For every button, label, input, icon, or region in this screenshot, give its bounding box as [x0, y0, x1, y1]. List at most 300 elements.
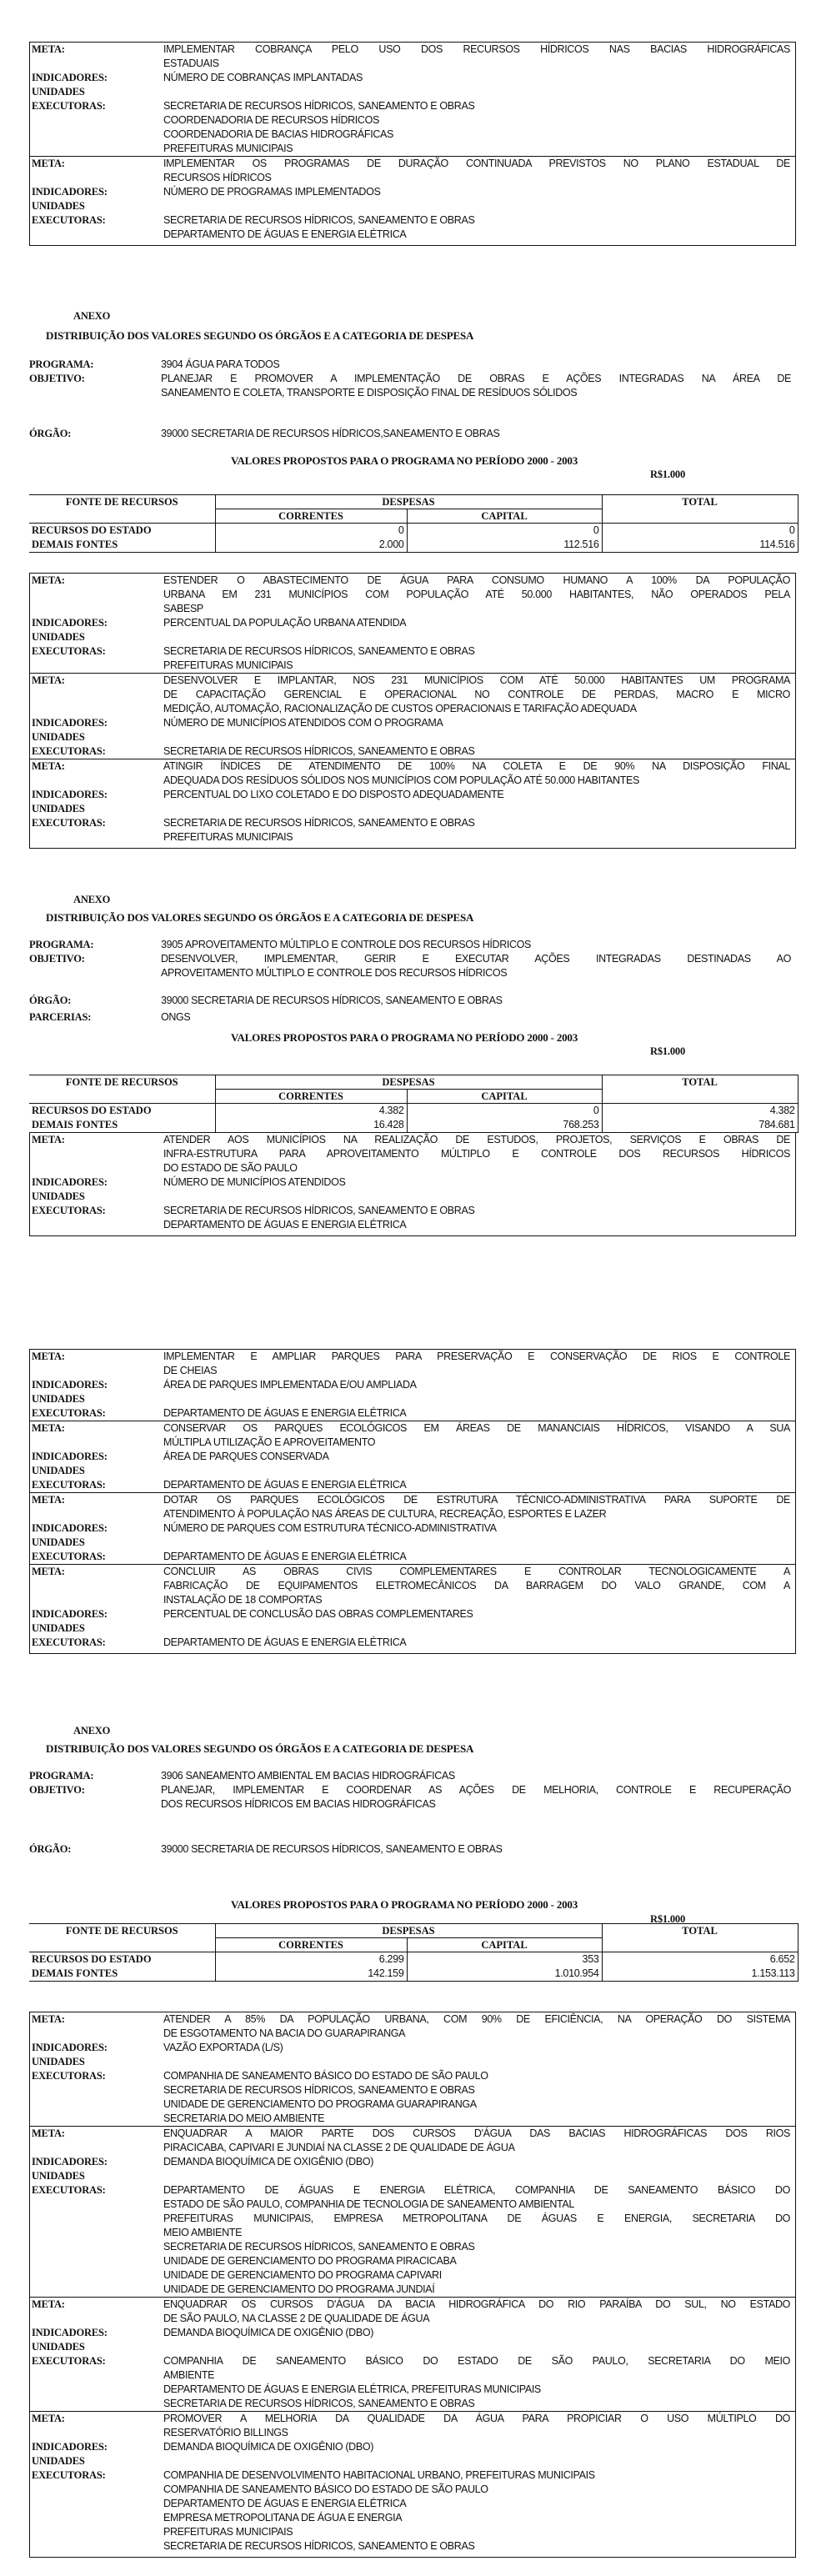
indicadores-label: INDICADORES: — [32, 1176, 108, 1188]
header-capital: CAPITAL — [407, 509, 602, 524]
executoras-label: EXECUTORAS: — [32, 100, 106, 112]
header-total: TOTAL — [602, 495, 798, 524]
field-value: COORDENADORIA DE RECURSOS HÍDRICOS — [163, 114, 379, 126]
meta-row — [30, 2141, 795, 2155]
programa-value: 3906 SANEAMENTO AMBIENTAL EM BACIAS HIDROGRÁFICAS — [161, 1770, 455, 1782]
meta-row — [30, 1636, 795, 1650]
programa-value: 3904 ÁGUA PARA TODOS — [161, 358, 280, 370]
meta-entry — [30, 2012, 795, 2126]
executoras-label — [30, 2083, 163, 2097]
meta-row — [30, 2412, 795, 2426]
meta-row — [30, 1493, 795, 1507]
meta-row — [30, 71, 795, 85]
meta-row — [30, 185, 795, 199]
executoras-label: EXECUTORAS: — [32, 1636, 106, 1648]
field-value: DEPARTAMENTO DE ÁGUAS E ENERGIA ELÉTRICA — [163, 1636, 407, 1648]
capital-value: 353 — [407, 1952, 602, 1967]
meta-label — [30, 602, 163, 616]
capital-value: 0 — [407, 1104, 602, 1119]
meta-row — [30, 2468, 795, 2483]
field-value — [163, 85, 795, 99]
unidades-label: UNIDADES — [32, 1393, 85, 1405]
unidades-label: UNIDADES — [32, 2056, 85, 2067]
meta-label: META: — [32, 1351, 65, 1362]
executoras-label — [30, 2511, 163, 2525]
meta-row — [30, 2226, 795, 2240]
meta-label — [30, 1364, 163, 1378]
field-value: URBANA EM 231 MUNICÍPIOS COM POPULAÇÃO ATÉ 50.000 HABITANTES, NÃO OPERADOS PELA — [163, 589, 790, 600]
meta-label — [30, 588, 163, 602]
field-value: DEPARTAMENTO DE ÁGUAS E ENERGIA ELÉTRICA — [163, 1551, 407, 1562]
meta-row — [30, 1421, 795, 1436]
field-value: ÁREA DE PARQUES IMPLEMENTADA E/OU AMPLIADA — [163, 1379, 417, 1391]
header-fonte: FONTE DE RECURSOS — [29, 495, 215, 524]
meta-row — [30, 574, 795, 588]
total-value: 784.681 — [602, 1118, 798, 1133]
objetivo-value: PLANEJAR, IMPLEMENTAR E COORDENAR AS AÇÕES DE MELHORIA, CONTROLE E RECUPERAÇÃO — [161, 1784, 791, 1796]
meta-row — [30, 602, 795, 616]
meta-row — [30, 85, 795, 99]
correntes-value: 4.382 — [215, 1104, 407, 1119]
field-value: NÚMERO DE MUNICÍPIOS ATENDIDOS — [163, 1176, 346, 1188]
executoras-label: EXECUTORAS: — [32, 1205, 106, 1216]
executoras-label — [30, 2397, 163, 2411]
header-capital: CAPITAL — [407, 1938, 602, 1952]
objetivo-label: OBJETIVO: — [29, 1784, 85, 1796]
header-correntes: CORRENTES — [215, 1938, 407, 1952]
correntes-value: 6.299 — [215, 1952, 407, 1967]
field-value: SECRETARIA DE RECURSOS HÍDRICOS, SANEAMENTO E OBRAS — [163, 645, 475, 657]
field-value: ATENDIMENTO À POPULAÇÃO NAS ÁREAS DE CULTURA, RECREAÇÃO, ESPORTES E LAZER — [163, 1508, 607, 1520]
field-value — [163, 630, 795, 644]
field-value: IMPLEMENTAR COBRANÇA PELO USO DOS RECURSOS HÍDRICOS NAS BACIAS HIDROGRÁFICAS — [163, 43, 790, 55]
indicadores-label: INDICADORES: — [32, 1379, 108, 1391]
meta-label — [30, 774, 163, 788]
meta-row — [30, 171, 795, 185]
meta-row — [30, 1161, 795, 1175]
orgao-value: 39000 SECRETARIA DE RECURSOS HÍDRICOS,SANEAMENTO E OBRAS — [161, 428, 500, 439]
meta-label: META: — [32, 2013, 65, 2025]
objetivo-label: OBJETIVO: — [29, 373, 85, 384]
meta-row — [30, 2397, 795, 2411]
meta-row — [30, 2183, 795, 2198]
orgao — [29, 1842, 796, 1857]
meta-row — [30, 1536, 795, 1550]
programa — [29, 938, 796, 952]
field-value: PERCENTUAL DE CONCLUSÃO DAS OBRAS COMPLEMENTARES — [163, 1608, 473, 1620]
meta-label: META: — [32, 158, 65, 169]
meta-row — [30, 2383, 795, 2397]
meta-row — [30, 1521, 795, 1536]
meta-label — [30, 1161, 163, 1175]
executoras-label — [30, 2525, 163, 2539]
field-value: DEPARTAMENTO DE ÁGUAS E ENERGIA ELÉTRICA — [163, 1219, 407, 1230]
meta-row — [30, 716, 795, 730]
field-value: ESTENDER O ABASTECIMENTO DE ÁGUA PARA CONSUMO HUMANO A 100% DA POPULAÇÃO — [163, 574, 790, 586]
header-correntes: CORRENTES — [215, 509, 407, 524]
field-value — [163, 1464, 795, 1478]
meta-row — [30, 2240, 795, 2254]
table-header-row — [29, 495, 798, 509]
meta-row — [30, 199, 795, 213]
field-value: AMBIENTE — [163, 2369, 215, 2381]
meta-label: META: — [32, 674, 65, 686]
meta-label — [30, 2426, 163, 2440]
field-value: DEMANDA BIOQUÍMICA DE OXIGÊNIO (DBO) — [163, 2327, 374, 2338]
orgao — [29, 427, 796, 441]
field-value: UNIDADE DE GERENCIAMENTO DO PROGRAMA GUARAPIRANGA — [163, 2098, 477, 2110]
field-value: FABRICAÇÃO DE EQUIPAMENTOS ELETROMECÂNICOS DA BARRAGEM DO VALO GRANDE, COM A — [163, 1580, 790, 1591]
meta-row — [30, 2340, 795, 2354]
field-value: CONCLUIR AS OBRAS CIVIS COMPLEMENTARES E CONTROLAR TECNOLOGICAMENTE A — [163, 1566, 790, 1577]
field-value: DE CAPACITAÇÃO GERENCIAL E OPERACIONAL NO CONTROLE DE PERDAS, MACRO E MICRO — [163, 689, 790, 700]
field-value: DEMANDA BIOQUÍMICA DE OXIGÊNIO (DBO) — [163, 2441, 374, 2453]
field-value: ENQUADRAR A MAIOR PARTE DOS CURSOS D'ÁGUA DAS BACIAS HIDROGRÁFICAS DOS RIOS — [163, 2127, 790, 2139]
meta-row — [30, 1147, 795, 1161]
orgao-values — [161, 1842, 796, 1857]
orgao-label: ÓRGÃO: — [29, 1843, 72, 1855]
meta-row — [30, 816, 795, 830]
orgao-values — [161, 994, 796, 1008]
objetivo-value: SANEAMENTO E COLETA, TRANSPORTE E DISPOSIÇÃO FINAL DE RESÍDUOS SÓLIDOS — [161, 387, 578, 398]
capital-value: 1.010.954 — [407, 1967, 602, 1982]
field-value: MEDIÇÃO, AUTOMAÇÃO, RACIONALIZAÇÃO DE CUSTOS OPERACIONAIS E TARIFAÇÃO ADEQUADA — [163, 703, 637, 714]
field-value: PERCENTUAL DA POPULAÇÃO URBANA ATENDIDA — [163, 617, 407, 629]
total-value: 4.382 — [602, 1104, 798, 1119]
header-capital: CAPITAL — [407, 1090, 602, 1104]
field-value: EMPRESA METROPOLITANA DE ÁGUA E ENERGIA — [163, 2512, 403, 2523]
executoras-label — [30, 2254, 163, 2268]
objetivo-value: PLANEJAR E PROMOVER A IMPLEMENTAÇÃO DE OBRAS E AÇÕES INTEGRADAS NA ÁREA DE — [161, 373, 791, 384]
field-value: INFRA-ESTRUTURA PARA APROVEITAMENTO MÚLTIPLO E CONTROLE DOS RECURSOS HÍDRICOS — [163, 1148, 790, 1160]
meta-row — [30, 2112, 795, 2126]
field-value: ESTADUAIS — [163, 58, 219, 69]
field-value: COMPANHIA DE SANEAMENTO BÁSICO DO ESTADO DE SÃO PAULO — [163, 2070, 488, 2082]
parcerias-label: PARCERIAS: — [29, 1011, 92, 1023]
meta-row — [30, 1565, 795, 1579]
field-value: SECRETARIA DE RECURSOS HÍDRICOS, SANEAMENTO E OBRAS — [163, 2398, 475, 2409]
meta-row — [30, 1406, 795, 1421]
executoras-label: EXECUTORAS: — [32, 2184, 106, 2196]
executoras-label: EXECUTORAS: — [32, 1551, 106, 1562]
meta-row — [30, 2511, 795, 2525]
meta-row — [30, 659, 795, 673]
field-value: MÚLTIPLA UTILIZAÇÃO E APROVEITAMENTO — [163, 1436, 376, 1448]
field-value — [163, 2340, 795, 2354]
capital-value: 768.253 — [407, 1118, 602, 1133]
meta-label: META: — [32, 2127, 65, 2139]
indicadores-label: INDICADORES: — [32, 617, 108, 629]
unidades-label: UNIDADES — [32, 200, 85, 212]
meta-row — [30, 142, 795, 156]
total-value: 6.652 — [602, 1952, 798, 1967]
meta-row — [30, 2083, 795, 2097]
programa — [29, 1769, 796, 1783]
meta-entry — [30, 1492, 795, 1564]
financial-table — [29, 1923, 798, 1982]
indicadores-label: INDICADORES: — [32, 717, 108, 729]
header-fonte: FONTE DE RECURSOS — [29, 1924, 215, 1952]
table-row — [29, 1952, 798, 1967]
meta-row — [30, 674, 795, 688]
indicadores-label: INDICADORES: — [32, 1522, 108, 1534]
programa-values — [161, 1769, 796, 1783]
meta-row — [30, 1436, 795, 1450]
correntes-value: 16.428 — [215, 1118, 407, 1133]
meta-row — [30, 1190, 795, 1204]
meta-row — [30, 113, 795, 128]
orgao-value: 39000 SECRETARIA DE RECURSOS HÍDRICOS, SANEAMENTO E OBRAS — [161, 995, 503, 1006]
field-value: UNIDADE DE GERENCIAMENTO DO PROGRAMA JUNDIAÍ — [163, 2283, 435, 2295]
field-value: ATENDER AOS MUNICÍPIOS NA REALIZAÇÃO DE ESTUDOS, PROJETOS, SERVIÇOS E OBRAS DE — [163, 1134, 790, 1145]
currency-unit: R$1.000 — [650, 1913, 686, 1925]
objetivo — [29, 1783, 796, 1812]
field-value: DE SÃO PAULO, NA CLASSE 2 DE QUALIDADE DE ÁGUA — [163, 2313, 430, 2324]
source-name: RECURSOS DO ESTADO — [29, 524, 215, 539]
meta-row — [30, 228, 795, 242]
unidades-label: UNIDADES — [32, 1465, 85, 1476]
field-value: ÁREA DE PARQUES CONSERVADA — [163, 1451, 329, 1462]
field-value: NÚMERO DE PARQUES COM ESTRUTURA TÉCNICO-ADMINISTRATIVA — [163, 1522, 497, 1534]
field-value: SABESP — [163, 603, 203, 614]
table-header-row — [29, 1924, 798, 1938]
meta-row — [30, 830, 795, 844]
financial-table — [29, 1075, 798, 1133]
meta-row — [30, 1218, 795, 1232]
meta-row — [30, 644, 795, 659]
meta-row — [30, 2254, 795, 2268]
total-value: 0 — [602, 524, 798, 539]
meta-label — [30, 2312, 163, 2326]
meta-row — [30, 57, 795, 71]
meta-row — [30, 2155, 795, 2169]
programa-values — [161, 938, 796, 952]
header-correntes: CORRENTES — [215, 1090, 407, 1104]
table-row — [29, 1118, 798, 1133]
total-value: 1.153.113 — [602, 1967, 798, 1982]
objetivo-value: DOS RECURSOS HÍDRICOS EM BACIAS HIDROGRÁFICAS — [161, 1798, 436, 1810]
field-value: NÚMERO DE COBRANÇAS IMPLANTADAS — [163, 72, 363, 83]
indicadores-label: INDICADORES: — [32, 1451, 108, 1462]
meta-row — [30, 730, 795, 744]
indicadores-label: INDICADORES: — [32, 186, 108, 198]
field-value: CONSERVAR OS PARQUES ECOLÓGICOS EM ÁREAS DE MANANCIAIS HÍDRICOS, VISANDO A SUA — [163, 1422, 790, 1434]
meta-row — [30, 1464, 795, 1478]
meta-box — [29, 2012, 796, 2558]
meta-row — [30, 1450, 795, 1464]
meta-row — [30, 2027, 795, 2041]
header-despesas: DESPESAS — [215, 1075, 602, 1090]
executoras-label — [30, 2212, 163, 2226]
meta-row — [30, 128, 795, 142]
meta-entry — [30, 2126, 795, 2297]
meta-label: META: — [32, 1134, 65, 1145]
meta-entry — [30, 1564, 795, 1650]
meta-row — [30, 2525, 795, 2539]
executoras-label — [30, 659, 163, 673]
field-value: NÚMERO DE PROGRAMAS IMPLEMENTADOS — [163, 186, 381, 198]
field-value: PREFEITURAS MUNICIPAIS — [163, 2526, 293, 2538]
indicadores-label: INDICADORES: — [32, 2042, 108, 2053]
meta-label: META: — [32, 760, 65, 772]
field-value: SECRETARIA DE RECURSOS HÍDRICOS, SANEAMENTO E OBRAS — [163, 1205, 475, 1216]
executoras-label — [30, 113, 163, 128]
meta-label — [30, 1147, 163, 1161]
parcerias — [29, 1010, 796, 1025]
objetivo-values — [161, 952, 796, 980]
meta-row — [30, 1350, 795, 1364]
field-value — [163, 1621, 795, 1636]
meta-row — [30, 2212, 795, 2226]
anexo-heading: ANEXO — [73, 1725, 111, 1737]
indicadores-label: INDICADORES: — [32, 2156, 108, 2168]
currency-unit: R$1.000 — [650, 1045, 686, 1057]
field-value: ADEQUADA DOS RESÍDUOS SÓLIDOS NOS MUNICÍPIOS COM POPULAÇÃO ATÉ 50.000 HABITANTES — [163, 774, 639, 786]
meta-row — [30, 2055, 795, 2069]
field-value: DESENVOLVER E IMPLANTAR, NOS 231 MUNICÍPIOS COM ATÉ 50.000 HABITANTES UM PROGRAMA — [163, 674, 790, 686]
programa-value: 3905 APROVEITAMENTO MÚLTIPLO E CONTROLE DOS RECURSOS HÍDRICOS — [161, 939, 532, 950]
orgao-label: ÓRGÃO: — [29, 428, 72, 439]
meta-row — [30, 2268, 795, 2283]
capital-value: 0 — [407, 524, 602, 539]
unidades-label: UNIDADES — [32, 86, 85, 98]
table-row — [29, 524, 798, 539]
meta-row — [30, 2354, 795, 2368]
meta-label: META: — [32, 2413, 65, 2424]
field-value: DEPARTAMENTO DE ÁGUAS E ENERGIA ELÉTRICA, COMPANHIA DE SANEAMENTO BÁSICO DO — [163, 2184, 790, 2196]
objetivo-label: OBJETIVO: — [29, 953, 85, 965]
meta-row — [30, 2454, 795, 2468]
indicadores-label: INDICADORES: — [32, 2441, 108, 2453]
meta-label: META: — [32, 2298, 65, 2310]
meta-row — [30, 99, 795, 113]
objetivo-value: APROVEITAMENTO MÚLTIPLO E CONTROLE DOS RECURSOS HÍDRICOS — [161, 967, 508, 979]
field-value: SECRETARIA DE RECURSOS HÍDRICOS, SANEAMENTO E OBRAS — [163, 2540, 475, 2552]
header-fonte: FONTE DE RECURSOS — [29, 1075, 215, 1104]
programa-label: PROGRAMA: — [29, 939, 94, 950]
distribution-title: DISTRIBUIÇÃO DOS VALORES SEGUNDO OS ÓRGÃOS E A CATEGORIA DE DESPESA — [46, 329, 474, 342]
field-value: SECRETARIA DE RECURSOS HÍDRICOS, SANEAMENTO E OBRAS — [163, 2241, 475, 2253]
meta-row — [30, 2097, 795, 2112]
source-name: DEMAIS FONTES — [29, 1967, 215, 1982]
executoras-label — [30, 2497, 163, 2511]
field-value — [163, 2454, 795, 2468]
meta-box — [29, 1132, 796, 1236]
values-title: VALORES PROPOSTOS PARA O PROGRAMA NO PERÍODO 2000 - 2003 — [230, 1898, 578, 1911]
table-row — [29, 1967, 798, 1982]
field-value: DEPARTAMENTO DE ÁGUAS E ENERGIA ELÉTRICA, PREFEITURAS MUNICIPAIS — [163, 2383, 541, 2395]
executoras-label: EXECUTORAS: — [32, 2355, 106, 2367]
indicadores-label: INDICADORES: — [32, 789, 108, 800]
meta-row — [30, 1607, 795, 1621]
field-value — [163, 802, 795, 816]
field-value: DEPARTAMENTO DE ÁGUAS E ENERGIA ELÉTRICA — [163, 1479, 407, 1491]
orgao-values — [161, 427, 796, 441]
field-value: PREFEITURAS MUNICIPAIS — [163, 143, 293, 154]
currency-unit: R$1.000 — [650, 469, 686, 480]
meta-row — [30, 1204, 795, 1218]
field-value: ENQUADRAR OS CURSOS D'ÁGUA DA BACIA HIDROGRÁFICA DO RIO PARAÍBA DO SUL, NO ESTADO — [163, 2298, 790, 2310]
source-name: DEMAIS FONTES — [29, 538, 215, 553]
meta-entry — [30, 2411, 795, 2553]
field-value: RECURSOS HÍDRICOS — [163, 172, 272, 183]
meta-label — [30, 1593, 163, 1607]
field-value: COMPANHIA DE SANEAMENTO BÁSICO DO ESTADO DE SÃO PAULO — [163, 2483, 488, 2495]
meta-row — [30, 2198, 795, 2212]
field-value: DEPARTAMENTO DE ÁGUAS E ENERGIA ELÉTRICA — [163, 2498, 407, 2509]
executoras-label — [30, 2097, 163, 2112]
field-value: SECRETARIA DE RECURSOS HÍDRICOS, SANEAMENTO E OBRAS — [163, 817, 475, 829]
meta-row — [30, 630, 795, 644]
parcerias-values — [161, 1010, 796, 1025]
field-value: SECRETARIA DE RECURSOS HÍDRICOS, SANEAMENTO E OBRAS — [163, 2084, 475, 2096]
values-title: VALORES PROPOSTOS PARA O PROGRAMA NO PERÍODO 2000 - 2003 — [230, 454, 578, 467]
meta-row — [30, 1364, 795, 1378]
meta-row — [30, 802, 795, 816]
meta-row — [30, 157, 795, 171]
field-value: NÚMERO DE MUNICÍPIOS ATENDIDOS COM O PROGRAMA — [163, 717, 443, 729]
table-header-row — [29, 1075, 798, 1090]
unidades-label: UNIDADES — [32, 2170, 85, 2182]
field-value: IMPLEMENTAR OS PROGRAMAS DE DURAÇÃO CONTINUADA PREVISTOS NO PLANO ESTADUAL DE — [163, 158, 790, 169]
table-row — [29, 538, 798, 553]
field-value: PREFEITURAS MUNICIPAIS — [163, 659, 293, 671]
meta-row — [30, 2012, 795, 2027]
meta-entry — [30, 574, 795, 673]
unidades-label: UNIDADES — [32, 803, 85, 814]
meta-entry — [30, 156, 795, 242]
meta-row — [30, 2497, 795, 2511]
meta-row — [30, 2539, 795, 2553]
meta-label — [30, 1579, 163, 1593]
meta-row — [30, 2368, 795, 2383]
table-row — [29, 1104, 798, 1119]
executoras-label — [30, 830, 163, 844]
meta-row — [30, 1550, 795, 1564]
field-value: SECRETARIA DO MEIO AMBIENTE — [163, 2112, 325, 2124]
objetivo — [29, 952, 796, 980]
field-value: UNIDADE DE GERENCIAMENTO DO PROGRAMA PIRACICABA — [163, 2255, 457, 2267]
objetivo-value: DESENVOLVER, IMPLEMENTAR, GERIR E EXECUTAR AÇÕES INTEGRADAS DESTINADAS AO — [161, 953, 791, 965]
orgao-value: 39000 SECRETARIA DE RECURSOS HÍDRICOS, SANEAMENTO E OBRAS — [161, 1843, 503, 1855]
field-value: RESERVATÓRIO BILLINGS — [163, 2427, 288, 2438]
meta-row — [30, 2426, 795, 2440]
programa-label: PROGRAMA: — [29, 358, 94, 370]
meta-label: META: — [32, 1422, 65, 1434]
executoras-label: EXECUTORAS: — [32, 2070, 106, 2082]
meta-entry — [30, 2297, 795, 2411]
meta-label: META: — [32, 1494, 65, 1506]
unidades-label: UNIDADES — [32, 1190, 85, 1202]
meta-row — [30, 744, 795, 759]
meta-row — [30, 702, 795, 716]
executoras-label — [30, 128, 163, 142]
distribution-title: DISTRIBUIÇÃO DOS VALORES SEGUNDO OS ÓRGÃOS E A CATEGORIA DE DESPESA — [46, 1742, 474, 1755]
field-value: SECRETARIA DE RECURSOS HÍDRICOS, SANEAMENTO E OBRAS — [163, 100, 475, 112]
executoras-label — [30, 2283, 163, 2297]
meta-label — [30, 2027, 163, 2041]
meta-entry — [30, 673, 795, 759]
meta-row — [30, 2041, 795, 2055]
field-value: PROMOVER A MELHORIA DA QUALIDADE DA ÁGUA PARA PROPICIAR O USO MÚLTIPLO DO — [163, 2413, 790, 2424]
programa-values — [161, 358, 796, 372]
correntes-value: 2.000 — [215, 538, 407, 553]
field-value: PIRACICABA, CAPIVARI E JUNDIAÍ NA CLASSE 2 DE QUALIDADE DE ÁGUA — [163, 2142, 515, 2153]
parcerias-value: ONGS — [161, 1011, 191, 1023]
meta-row — [30, 213, 795, 228]
field-value: DEPARTAMENTO DE ÁGUAS E ENERGIA ELÉTRICA — [163, 1407, 407, 1419]
field-value: SECRETARIA DE RECURSOS HÍDRICOS, SANEAMENTO E OBRAS — [163, 214, 475, 226]
